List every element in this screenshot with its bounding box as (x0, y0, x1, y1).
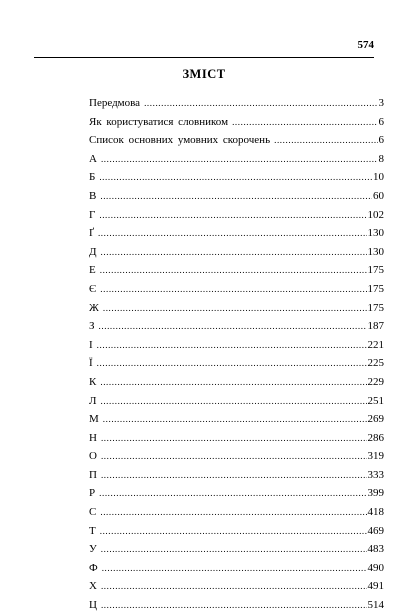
toc-list (89, 94, 384, 615)
toc-entry-page: 491 (367, 580, 384, 593)
toc-entry-page: 3 (378, 97, 384, 109)
toc-dot-leader (99, 206, 366, 225)
toc-entry-page: 130 (367, 245, 384, 258)
toc-dot-leader (101, 540, 367, 559)
toc-dot-leader (101, 596, 367, 615)
toc-entry-page: 8 (378, 152, 384, 165)
toc-entry[interactable] (89, 466, 384, 485)
toc-entry-page: 187 (367, 320, 384, 333)
toc-entry-label: Х (89, 580, 97, 593)
toc-entry-page: 483 (367, 543, 384, 556)
toc-entry-page: 269 (367, 413, 384, 426)
toc-entry-page: 221 (367, 338, 384, 351)
toc-entry-label: Г (89, 208, 96, 221)
toc-entry[interactable] (89, 94, 384, 113)
toc-entry-label: В (89, 189, 97, 202)
toc-dot-leader (232, 113, 377, 132)
toc-entry-page: 6 (378, 115, 384, 128)
toc-entry-label: Т (89, 524, 96, 537)
toc-entry-page: 102 (367, 208, 384, 221)
toc-entry[interactable] (89, 484, 384, 503)
toc-entry[interactable] (89, 187, 384, 206)
toc-entry-page: 130 (367, 227, 384, 240)
toc-entry-label: І (89, 338, 93, 351)
toc-dot-leader (102, 559, 367, 578)
toc-dot-leader (99, 168, 372, 187)
toc-title: ЗМІСТ (182, 67, 226, 81)
toc-entry[interactable] (89, 503, 384, 522)
toc-dot-leader (100, 261, 367, 280)
toc-entry-page: 333 (367, 468, 384, 481)
toc-entry-label: К (89, 375, 97, 388)
toc-entry-label: Список основних умовних скорочень (89, 134, 271, 147)
toc-entry[interactable] (89, 559, 384, 578)
toc-entry[interactable] (89, 522, 384, 541)
toc-entry-label: Є (89, 282, 97, 295)
toc-entry-label: Е (89, 264, 96, 277)
toc-entry-page: 490 (367, 561, 384, 574)
toc-entry-label: О (89, 450, 97, 463)
toc-dot-leader (103, 410, 367, 429)
toc-entry[interactable] (89, 410, 384, 429)
toc-entry-label: Передмова (89, 97, 141, 109)
toc-dot-leader (101, 243, 367, 262)
toc-dot-leader (101, 429, 367, 448)
toc-entry-page: 175 (367, 264, 384, 277)
toc-entry-page: 399 (367, 487, 384, 500)
toc-entry[interactable] (89, 131, 384, 150)
toc-dot-leader (144, 94, 377, 113)
toc-entry[interactable] (89, 299, 384, 318)
toc-dot-leader (101, 447, 367, 466)
toc-entry-page: 225 (367, 357, 384, 370)
toc-entry-label: З (89, 320, 95, 333)
toc-entry-page: 469 (367, 524, 384, 537)
toc-entry[interactable] (89, 243, 384, 262)
toc-entry-page: 319 (367, 450, 384, 463)
toc-entry-label: П (89, 468, 97, 481)
toc-dot-leader (103, 299, 367, 318)
toc-entry-page: 175 (367, 282, 384, 295)
toc-dot-leader (97, 336, 367, 355)
toc-entry[interactable] (89, 280, 384, 299)
toc-dot-leader (99, 484, 366, 503)
toc-entry-label: Ж (89, 301, 99, 314)
toc-entry-label: М (89, 413, 99, 426)
toc-dot-leader (101, 150, 378, 169)
toc-dot-leader (100, 280, 366, 299)
toc-dot-leader (100, 522, 367, 541)
toc-entry-label: А (89, 152, 97, 165)
toc-entry-label: Ц (89, 599, 97, 612)
toc-dot-leader (100, 503, 366, 522)
toc-entry-label: Ї (89, 357, 93, 370)
toc-entry-page: 10 (373, 171, 384, 184)
toc-dot-leader (101, 466, 367, 485)
toc-entry[interactable] (89, 317, 384, 336)
toc-dot-leader (101, 577, 367, 596)
toc-entry-label: Л (89, 394, 97, 407)
toc-dot-leader (99, 317, 367, 336)
toc-entry[interactable] (89, 206, 384, 225)
toc-entry[interactable] (89, 224, 384, 243)
toc-dot-leader (100, 373, 366, 392)
toc-entry-page: 60 (373, 189, 384, 202)
toc-entry-page: 251 (367, 394, 384, 407)
toc-entry[interactable] (89, 354, 384, 373)
toc-entry[interactable] (89, 447, 384, 466)
toc-entry[interactable] (89, 596, 384, 615)
toc-entry[interactable] (89, 113, 384, 132)
toc-entry[interactable] (89, 429, 384, 448)
toc-dot-leader (274, 131, 377, 150)
toc-entry[interactable] (89, 373, 384, 392)
toc-entry[interactable] (89, 540, 384, 559)
toc-entry[interactable] (89, 261, 384, 280)
toc-entry-label: С (89, 506, 97, 519)
toc-dot-leader (100, 187, 372, 206)
toc-entry-label: Як користуватися словником (89, 115, 229, 128)
toc-entry[interactable] (89, 150, 384, 169)
toc-entry-page: 514 (367, 599, 384, 612)
toc-entry-label: Ґ (89, 227, 94, 240)
header-divider (34, 57, 374, 58)
page-number: 574 (357, 39, 374, 51)
toc-entry[interactable] (89, 336, 384, 355)
toc-entry-page: 286 (367, 431, 384, 444)
toc-entry-page: 418 (367, 506, 384, 519)
toc-entry[interactable] (89, 168, 384, 187)
toc-dot-leader (100, 392, 366, 411)
toc-entry-page: 6 (378, 134, 384, 147)
toc-entry-label: У (89, 543, 97, 556)
toc-entry-label: Б (89, 171, 96, 184)
toc-dot-leader (97, 354, 367, 373)
toc-entry[interactable] (89, 577, 384, 596)
toc-entry-label: Ф (89, 561, 98, 574)
toc-entry[interactable] (89, 392, 384, 411)
toc-entry-label: Р (89, 487, 96, 500)
toc-entry-page: 229 (367, 375, 384, 388)
toc-entry-page: 175 (367, 301, 384, 314)
toc-entry-label: Н (89, 431, 97, 444)
toc-entry-label: Д (89, 245, 97, 258)
toc-dot-leader (98, 224, 367, 243)
